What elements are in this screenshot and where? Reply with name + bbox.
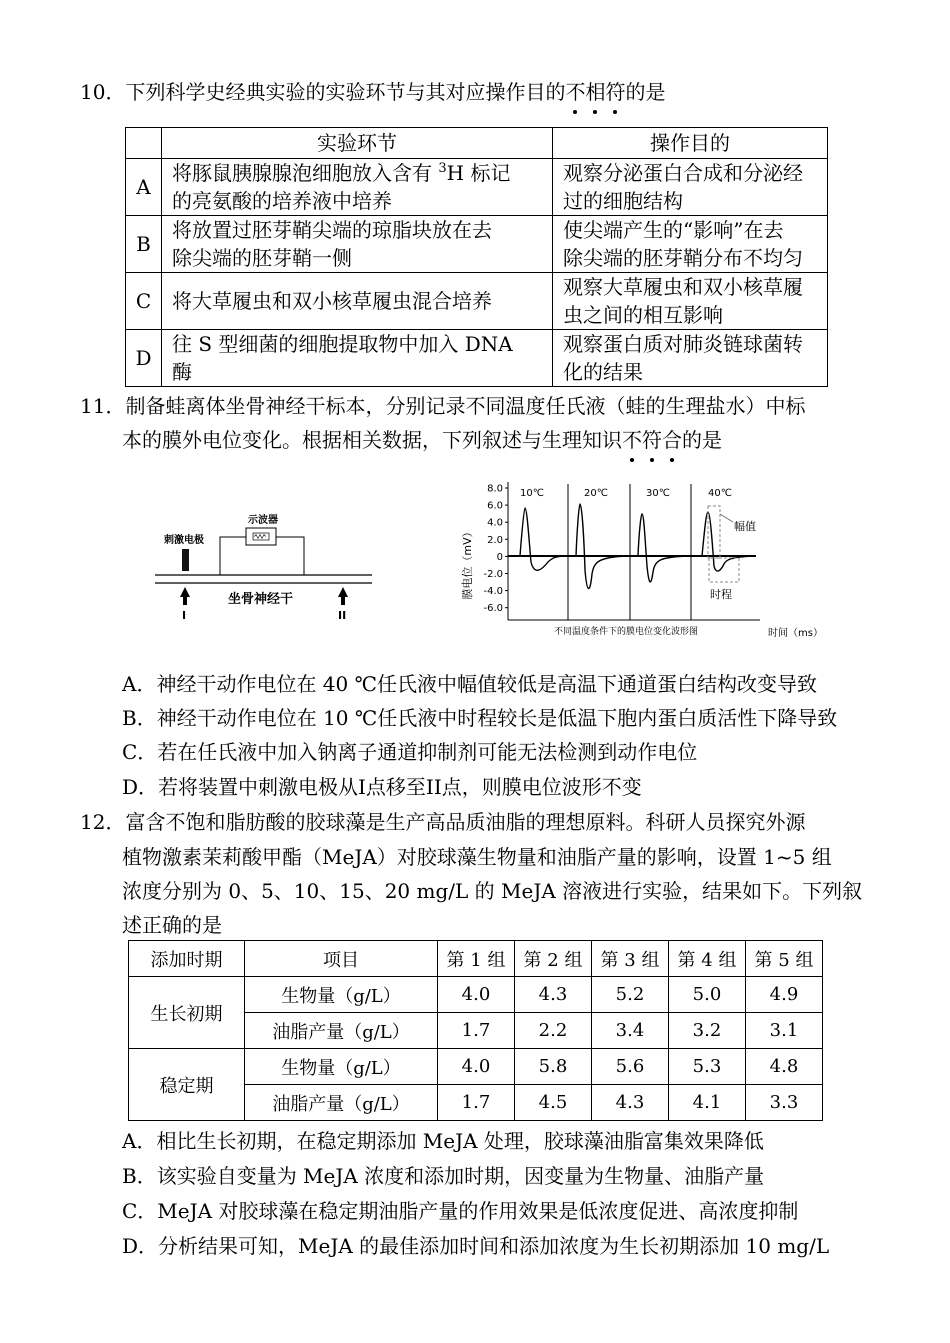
q12-cell: 1.7 <box>438 1013 515 1049</box>
q12-item: 生物量（g/L） <box>245 1049 438 1085</box>
q12-cell: 4.1 <box>669 1085 746 1121</box>
y-tick-label: -4.0 <box>483 586 503 598</box>
q12-item: 油脂产量（g/L） <box>245 1085 438 1121</box>
temperature-label: 10℃ <box>520 488 544 499</box>
q12-cell: 2.2 <box>515 1013 592 1049</box>
q12-option-b: B．该实验自变量为 MeJA 浓度和添加时期，因变量为生物量、油脂产量 <box>122 1164 765 1188</box>
q10-dot-2: 相 <box>585 80 606 104</box>
q11-number: 11． <box>80 394 126 418</box>
nerve-label: 坐骨神经干 <box>228 592 294 607</box>
point1-label: I <box>182 609 187 622</box>
q10-row-purpose: 观察蛋白质对肺炎链球菌转 化的结果 <box>553 330 828 387</box>
point2-label: II <box>338 609 347 622</box>
q10-stem <box>80 78 665 106</box>
q12-cell: 5.3 <box>669 1049 746 1085</box>
q12-cell: 4.0 <box>438 977 515 1013</box>
q12-header: 项目 <box>245 941 438 977</box>
q12-cell: 3.3 <box>746 1085 823 1121</box>
y-tick-label: 4.0 <box>487 517 503 529</box>
q10-header-empty <box>126 128 162 159</box>
chart-frame-bg <box>458 470 823 645</box>
q12-header: 第 1 组 <box>438 941 515 977</box>
q12-option-d: D．分析结果可知，MeJA 的最佳添加时间和添加浓度为生长初期添加 10 mg/L <box>122 1234 830 1258</box>
q12-stem-line1: 12．富含不饱和脂肪酸的胶球藻是生产高品质油脂的理想原料。科研人员探究外源 <box>80 810 806 834</box>
arrow-point2 <box>338 587 348 605</box>
y-tick-label: 6.0 <box>487 500 503 512</box>
y-tick-label: 8.0 <box>487 483 503 495</box>
q10-row-purpose: 观察分泌蛋白合成和分泌经 过的细胞结构 <box>553 159 828 216</box>
duration-label: 时程 <box>710 588 732 601</box>
q12-cell: 1.7 <box>438 1085 515 1121</box>
q11-option-c: C．若在任氏液中加入钠离子通道抑制剂可能无法检测到动作电位 <box>122 740 698 764</box>
q12-cell: 4.5 <box>515 1085 592 1121</box>
q11-dot-3: 合 <box>662 428 682 452</box>
q10-number: 10． <box>80 80 126 104</box>
y-tick-label: -2.0 <box>483 569 503 580</box>
y-tick-label: 0 <box>496 551 503 563</box>
q12-cell: 5.6 <box>592 1049 669 1085</box>
q12-option-c: C．MeJA 对胶球藻在稳定期油脂产量的作用效果是低浓度促进、高浓度抑制 <box>122 1199 799 1223</box>
q10-dot-1: 不 <box>565 80 586 104</box>
q12-header: 第 2 组 <box>515 941 592 977</box>
q12-header: 第 4 组 <box>669 941 746 977</box>
q11-option-d: D．若将装置中刺激电极从I点移至II点，则膜电位波形不变 <box>122 775 642 799</box>
y-tick-label: 2.0 <box>487 534 503 546</box>
electrode <box>182 549 189 571</box>
q10-stem-pre: 下列科学史经典实验的实验环节与其对应操作目的 <box>125 80 566 104</box>
q12-period: 生长初期 <box>129 977 245 1049</box>
q11-stem-line1: 11．制备蛙离体坐骨神经干标本，分别记录不同温度任氏液（蛙的生理盐水）中标 <box>80 394 806 418</box>
q12-cell: 4.8 <box>746 1049 823 1085</box>
amplitude-label: 幅值 <box>734 520 756 533</box>
q10-header-purpose: 操作目的 <box>553 128 828 159</box>
chart-ylabel: 膜电位（mV） <box>461 526 474 600</box>
q12-header: 第 5 组 <box>746 941 823 977</box>
temperature-label: 30℃ <box>646 488 670 499</box>
q12-cell: 3.4 <box>592 1013 669 1049</box>
q11-stem-line2: 本的膜外电位变化。根据相关数据，下列叙述与生理知识不符合的是 <box>122 428 722 452</box>
q10-row-label: D <box>126 330 162 387</box>
q10-row-purpose: 使尖端产生的“影响”在去 除尖端的胚芽鞘分布不均匀 <box>553 216 828 273</box>
y-tick-label: -6.0 <box>483 603 503 615</box>
q12-item: 油脂产量（g/L） <box>245 1013 438 1049</box>
q12-option-a: A．相比生长初期，在稳定期添加 MeJA 处理，胶球藻油脂富集效果降低 <box>122 1129 764 1153</box>
q12-stem-line2: 植物激素茉莉酸甲酯（MeJA）对胶球藻生物量和油脂产量的影响，设置 1~5 组 <box>122 845 832 869</box>
q10-row-step: 将放置过胚芽鞘尖端的琼脂块放在去 除尖端的胚芽鞘一侧 <box>162 216 553 273</box>
q10-row-step: 将豚鼠胰腺腺泡细胞放入含有 $^3$H 标记 的亮氨酸的培养液中培养 <box>162 159 553 216</box>
temperature-label: 20℃ <box>584 488 608 499</box>
q12-period: 稳定期 <box>129 1049 245 1121</box>
q10-row-label: A <box>126 159 162 216</box>
q10-row-label: C <box>126 273 162 330</box>
q12-stem-line4: 述正确的是 <box>122 913 222 937</box>
q10-row-step: 将大草履虫和双小核草履虫混合培养 <box>162 273 553 330</box>
q11-dot-1: 不 <box>622 428 642 452</box>
q11-option-a: A．神经干动作电位在 40 ℃任氏液中幅值较低是高温下通道蛋白结构改变导致 <box>122 672 817 696</box>
q12-item: 生物量（g/L） <box>245 977 438 1013</box>
oscilloscope-label: 示波器 <box>248 515 278 526</box>
q12-cell: 3.1 <box>746 1013 823 1049</box>
chart-caption: 不同温度条件下的膜电位变化波形图 <box>553 627 699 637</box>
chart-xlabel: 时间（ms） <box>768 628 823 639</box>
q12-header: 添加时期 <box>129 941 245 977</box>
q12-cell: 4.9 <box>746 977 823 1013</box>
q10-stem-post: 的是 <box>625 80 666 104</box>
q10-dot-3: 符 <box>605 80 626 104</box>
q12-stem-line3: 浓度分别为 0、5、10、15、20 mg/L 的 MeJA 溶液进行实验，结果如下。下列叙 <box>122 879 863 903</box>
q10-row-step: 往 S 型细菌的细胞提取物中加入 DNA 酶 <box>162 330 553 387</box>
q12-cell: 5.8 <box>515 1049 592 1085</box>
q12-cell: 3.2 <box>669 1013 746 1049</box>
q10-header-step: 实验环节 <box>162 128 553 159</box>
q11-option-b: B．神经干动作电位在 10 ℃任氏液中时程较长是低温下胞内蛋白质活性下降导致 <box>122 706 838 730</box>
membrane-potential-chart <box>458 470 823 645</box>
q11-dot-2: 符 <box>642 428 662 452</box>
q10-row-purpose: 观察大草履虫和双小核草履 虫之间的相互影响 <box>553 273 828 330</box>
q12-cell: 5.0 <box>669 977 746 1013</box>
q12-table <box>128 940 823 1121</box>
q10-row-label: B <box>126 216 162 273</box>
apparatus-diagram <box>150 505 380 625</box>
q10-table <box>125 127 828 387</box>
arrow-point1 <box>180 587 190 605</box>
q12-cell: 5.2 <box>592 977 669 1013</box>
q12-cell: 4.0 <box>438 1049 515 1085</box>
q12-header: 第 3 组 <box>592 941 669 977</box>
q12-cell: 4.3 <box>592 1085 669 1121</box>
temperature-label: 40℃ <box>708 488 732 499</box>
electrode-label: 刺激电极 <box>164 535 204 546</box>
q12-cell: 4.3 <box>515 977 592 1013</box>
q12-number: 12． <box>80 810 126 834</box>
